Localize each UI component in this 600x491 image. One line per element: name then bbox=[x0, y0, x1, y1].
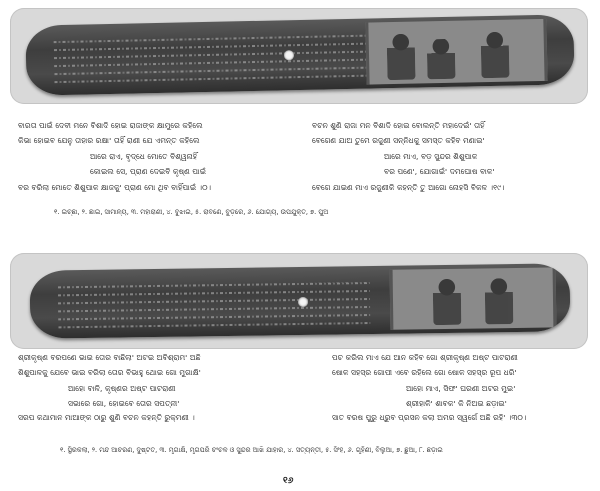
verse-line: ସଭାରେ ଗୋ, ହୋଇବେ ତୋର ସପତ୍ନୀ' bbox=[68, 399, 180, 408]
palm-leaf-manuscript-image bbox=[25, 14, 574, 95]
verse-line: ବାରତା ପାଇଁ ଦେବୀ ମନେ ବିଶାଦି ହୋଇ ରାଜାଙ୍କ କ୍ଷାମୁରେ କହିଲେ bbox=[18, 121, 203, 130]
verse-line: ଆରେ ମାଏ, ବଡ଼ ସୁନ୍ଦର ଶିଶୁପାଳ bbox=[384, 152, 478, 161]
binding-hole bbox=[298, 297, 308, 307]
painted-figure bbox=[485, 278, 514, 324]
verse-line: ଶିଶୁପାଳକୁ ଯେବେ ଭାଇ ବରିଲା ତୋର ବିଭାହୁ ଥୋଇ ଗୋ ମୁଗାକ୍ଷି' bbox=[18, 368, 201, 377]
verse-line: କିଭା ହୋଇବ ଯେନୁ ତାହାର ରକ୍ଷା' ତାହିଁ ରାଣୀ ଯେ ଏମନ୍ତ କହିଲେ bbox=[18, 136, 200, 145]
manuscript-script bbox=[58, 276, 371, 328]
verse-line: ଆହୋ ବାଳି, କୃଷ୍ଣର ଅଷ୍ଟ ପାଟରାଣୀ bbox=[68, 384, 176, 393]
verse-line: ଆହୋ ମାଏ, ସିଫ' ଘରଣୀ ଅଟର ମୁଇ' bbox=[406, 384, 516, 393]
palm-leaf-photo-1 bbox=[10, 8, 588, 104]
verse-line: ବଚନ ଶୁଣି ରାଜା ମନ ବିଶାଦି ହୋଇ ବୋଲନ୍ତି ମହାଦେଇଁ' ତାହିଁ bbox=[312, 121, 485, 130]
verse-line: ବେଗେ ଯାଇଣ ମାଏ ରଜୁଣୀକି କହନ୍ତି ତୁ ଆଗୋ ନୋହସି ବିକଳ ।୧୯। bbox=[312, 183, 505, 192]
footnote-glossary: ୧. ଇଚ୍ଛା, ୨. ଛାଇ, ସାମାନ୍ୟ, ୩. ମହାରାଣୀ, ୪. ବୁଝାଇ, ୫. ରାବଣେ, ବୁଡ଼ରେ, ୬. ଯୋଗ୍ୟ, ଉପଯୁକ୍ତ, ୭. ପୁଅ bbox=[54, 208, 329, 216]
painted-figure bbox=[427, 39, 456, 80]
verse-line: ଶ୍ରୀକୃଷ୍ଣ ବରପଣେ ଭାଇ ତୋର ବାଛିଲା' ଅଟଇ ଅବିଶ୍ରାମ' ଅଛି bbox=[18, 353, 201, 362]
painted-figure bbox=[481, 32, 510, 79]
painted-figure bbox=[387, 34, 416, 81]
palm-leaf-photo-2 bbox=[10, 253, 588, 349]
verse-line: କୋଇଲ ସେ, ପ୍ରାଣ ଦେଇବି କୃଷ୍ଣ ପାଇଁ bbox=[90, 167, 207, 176]
verse-line: ଷୋଳ ସହସ୍ର ଗୋପୀ ଏବେ ରହିଲେ ଗୋ ଷୋଳ ସହସ୍ର ରୂପ ଧରି' bbox=[332, 368, 517, 377]
painted-figure bbox=[433, 279, 462, 325]
verse-line: ବର ପଣେ', ଯୋଗାଇଁ' ଦମଘୋଷ ବାଳ' bbox=[384, 167, 495, 176]
verse-line: ବେଗେଣ ଯାଅ ତୁମେ ରଜୁଣୀ ସନ୍ନିଧକୁ ସମସ୍ତ କହିବ ମଣାଇ' bbox=[312, 136, 485, 145]
verse-line: ଆରେ ରାଏ, ବୃଦ୍ଧେ ମୋତେ ବିଶ୍ୱନାହିଁ bbox=[90, 152, 198, 161]
verse-line: ଶ୍ରୀହାଳି' ଶାବକ' କି ନିଅଇ ଛଡ଼ାଇ' bbox=[406, 399, 507, 408]
footnote-glossary: ୧. ସ୍ଥିରକଲା, ୨. ମନ୍ଦ ଆଚରଣ, ଦୁଷ୍ଟତ, ୩. ମୃଗାକ୍ଷି, ମୃଗପରି ଚଂଚଳ ଓ ସୁନ୍ଦର ଆଖି ଯାହାର, ୪. ସତ୍ୟନ୍ତୀ, ୫. ସିଂହ, ୬. ଗୃହିଣୀ, ବିଲୁଆ, ୭. ଛୁଆ, ୮. ଛଡ଼ାଇ bbox=[60, 446, 443, 454]
manuscript-illustration bbox=[365, 19, 547, 85]
verse-line: ପଚ କରିଲ ମାଏ ଯେ ଆନ କହିବ ଗୋ ଶ୍ରୀକୃଷ୍ଣ ଅଷ୍ଟ ପାଟରାଣୀ bbox=[332, 353, 518, 362]
verse-line: ସାତ ବରଷ ପୁରୁ ଧ୍ରୁବ ପ୍ରସନ କଲା ଅମର ସ୍ୱର୍ଗେ ଅଛି ରହି' ।୩୦। bbox=[332, 413, 527, 422]
verse-line: ବର ବରିଲା ମୋତେ ଶିଶୁପାଳ କ୍ଷାଜକୁ' ପ୍ରାଣ ମୋ ଥିବ ବାହିଁପାଇଁ ।୦। bbox=[18, 183, 212, 192]
verse-line: ସରପ କଥାମାନ ମାଆଙ୍କ ଠାରୁ ଶୁଣି ବଚନ କହନ୍ତି ରୁକ୍ମଣୀ । bbox=[18, 413, 195, 422]
manuscript-illustration bbox=[390, 267, 557, 329]
manuscript-script bbox=[54, 28, 375, 85]
page-number: ୧୬ bbox=[283, 476, 294, 486]
palm-leaf-manuscript-image bbox=[30, 263, 571, 339]
